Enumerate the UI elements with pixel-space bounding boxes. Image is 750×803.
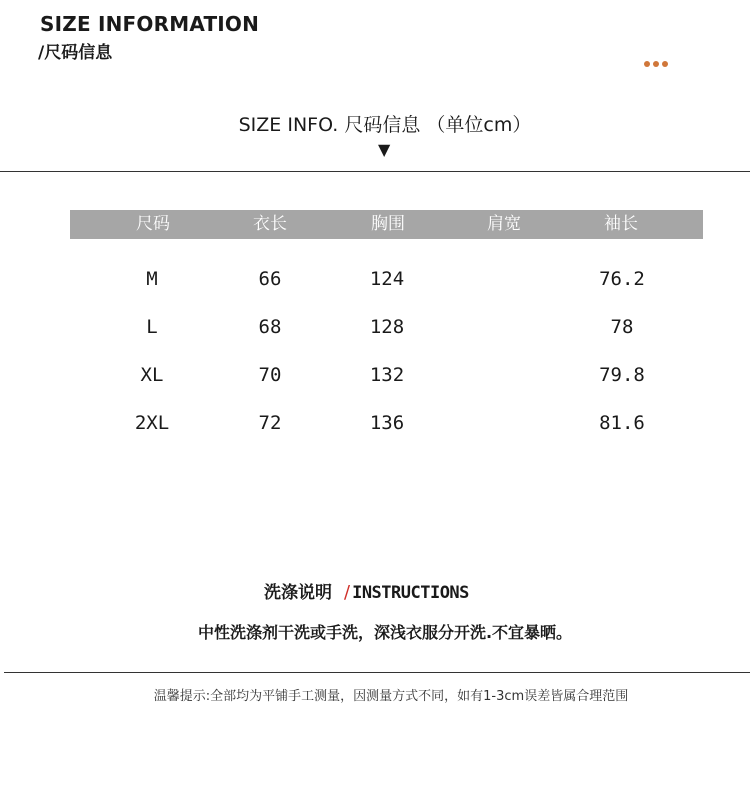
divider [0, 171, 750, 172]
table-cell-chest: 128 [369, 316, 405, 338]
table-cell-size: M [146, 268, 158, 290]
down-arrow-icon: ▼ [378, 140, 391, 159]
table-cell-length: 72 [258, 412, 282, 434]
column-header-size: 尺码 [136, 214, 170, 234]
instructions-heading [264, 578, 469, 603]
table-cell-chest: 124 [369, 268, 405, 290]
table-cell-size: L [146, 316, 158, 338]
column-header-length: 衣长 [253, 214, 287, 234]
instructions-text: 中性洗涤剂干洗或手洗，深浅衣服分开洗.不宜暴晒。 [197, 623, 573, 642]
page-subtitle: /尺码信息 [38, 43, 113, 63]
page-title: SIZE INFORMATION [40, 12, 260, 36]
table-cell-chest: 132 [369, 364, 405, 386]
table-cell-sleeve: 81.6 [599, 412, 645, 434]
size-table-header [70, 210, 703, 239]
table-cell-chest: 136 [369, 412, 405, 434]
table-cell-length: 66 [258, 268, 282, 290]
table-cell-length: 70 [258, 364, 282, 386]
dot [644, 61, 650, 67]
table-cell-sleeve: 78 [610, 316, 634, 338]
size-section-heading: SIZE INFO. 尺码信息 （单位cm） [238, 114, 532, 136]
table-cell-size: XL [140, 364, 164, 386]
instructions-slash: / [344, 582, 351, 603]
divider [4, 672, 750, 673]
table-cell-sleeve: 79.8 [599, 364, 645, 386]
instructions-title-en: INSTRUCTIONS [352, 583, 469, 603]
more-dots-icon [644, 61, 668, 67]
table-cell-length: 68 [258, 316, 282, 338]
instructions-title-cn: 洗涤说明 [264, 583, 332, 603]
column-header-shoulder: 肩宽 [487, 214, 521, 234]
measurement-tip: 温馨提示:全部均为平铺手工测量，因测量方式不同，如有1-3cm误差皆属合理范围 [153, 689, 629, 704]
column-header-chest: 胸围 [371, 214, 405, 234]
dot [662, 61, 668, 67]
column-header-sleeve: 袖长 [604, 214, 638, 234]
dot [653, 61, 659, 67]
table-cell-sleeve: 76.2 [599, 268, 645, 290]
table-cell-size: 2XL [134, 412, 170, 434]
